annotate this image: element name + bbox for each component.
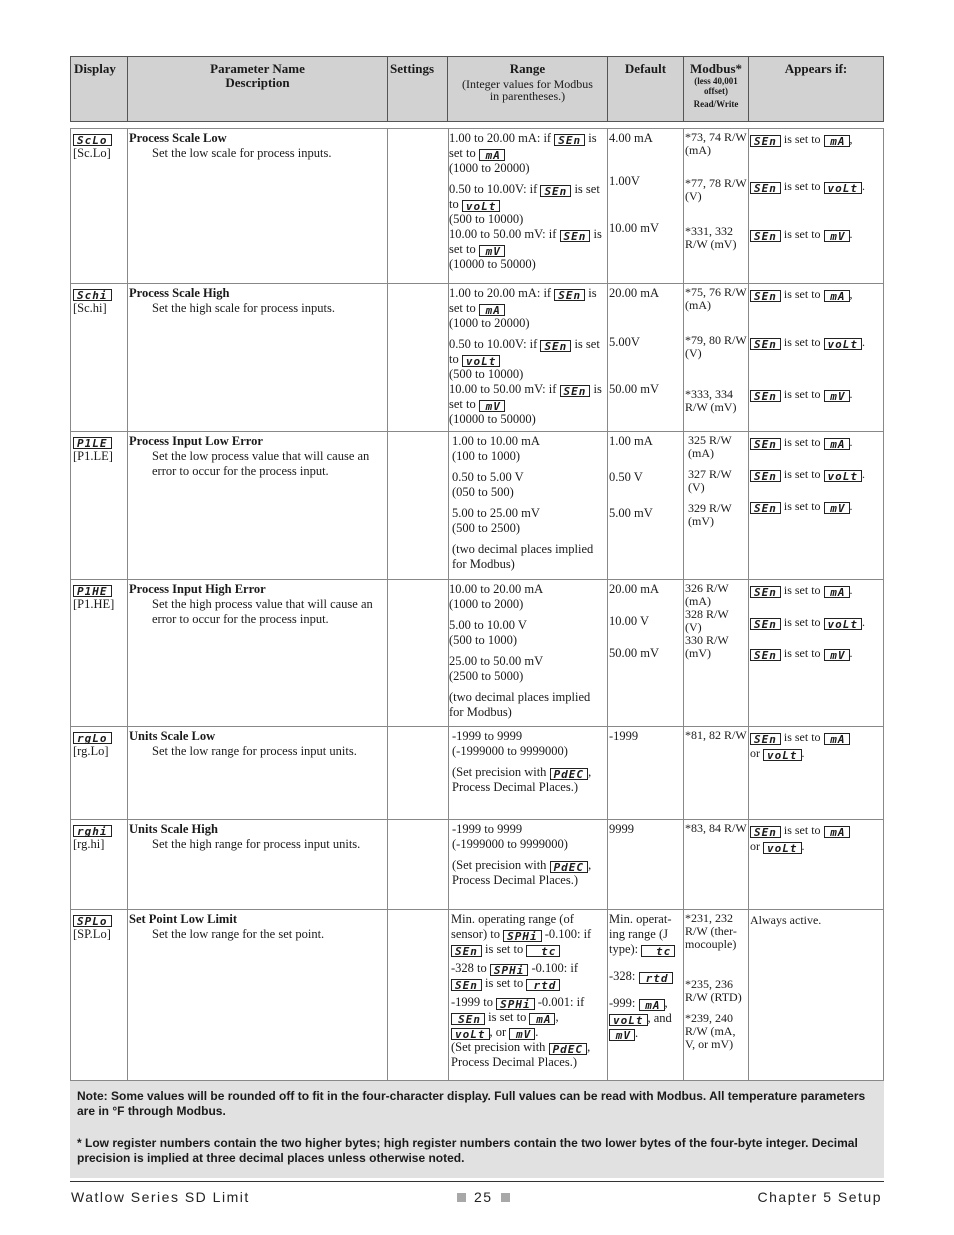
- pdec-icon: PdEC: [550, 768, 589, 780]
- sen-icon: SEn: [750, 733, 781, 745]
- sphi-icon: SPHi: [503, 930, 542, 942]
- table-row: SPLo [SP.Lo] Set Point Low Limit Set the low range for the set point. Min. operating range (of sensor) to SPHi -0.100: if SEn is set to tc -328 to SPHi -0.100: if SEn is set to rtd -1999 to SPHi -0.001: if SEn is set to mA , voLt , or mV . (Set precision with PdEC , Process Decimal Places.) Min. operat- ing range (J type): tc -328: rtd -999: mA , voLt , and mV . *231, 232 R/W (ther-mocouple) *235, 236 R/W (RTD) *239, 240 R/W (mA, V, or mV) Always active.: [73, 911, 822, 1069]
- ma-icon: mA: [479, 149, 505, 161]
- rtd-icon: rtd: [639, 972, 673, 984]
- sen-icon: SEn: [750, 470, 781, 482]
- sen-icon: SEn: [750, 338, 781, 350]
- sphi-icon: SPHi: [496, 998, 535, 1010]
- sen-icon: SEn: [560, 230, 591, 242]
- pdec-icon: PdEC: [549, 1043, 588, 1055]
- header-parameter: Parameter Name Description: [128, 57, 388, 121]
- footer-divider: [70, 1181, 884, 1182]
- parameter-table: [70, 128, 884, 1081]
- footnote-box: [70, 1081, 884, 1178]
- table-row: P1LE [P1.LE] Process Input Low Error Set the low process value that will cause an error to occur for the process input. 1.00 to 10.00 mA (100 to 1000) 0.50 to 5.00 V (050 to 500) 5.00 to 25.00 mV (500 to 2500) (two decimal places implied for Modbus) 1.00 mA 0.50 V 5.00 mV 325 R/W (mA) 327 R/W (V) 329 R/W (mV) SEn is set to mA . SEn is set to voLt . SEn is set to mV .: [71, 432, 883, 580]
- table-header: [70, 56, 884, 122]
- mv-icon: mV: [824, 502, 850, 514]
- ma-icon: mA: [824, 290, 850, 302]
- sen-icon: SEn: [451, 945, 482, 957]
- mv-icon: mV: [479, 245, 505, 257]
- volt-icon: voLt: [763, 749, 802, 761]
- volt-icon: voLt: [824, 618, 863, 630]
- header-range: Range (Integer values for Modbus in parentheses.): [448, 57, 608, 121]
- volt-icon: voLt: [763, 842, 802, 854]
- ma-icon: mA: [529, 1013, 555, 1025]
- sen-icon: SEn: [750, 586, 781, 598]
- sen-icon: SEn: [750, 135, 781, 147]
- sen-icon: SEn: [750, 649, 781, 661]
- volt-icon: voLt: [462, 355, 501, 367]
- header-default: Default: [608, 57, 684, 121]
- sen-icon: SEn: [451, 979, 482, 991]
- display-code-icon: rgLo: [73, 732, 112, 744]
- table-row: Schi [Sc.hi] Process Scale High Set the high scale for process inputs. 1.00 to 20.00 mA: if SEn is set to mA (1000 to 20000) 0.50 to 10.00V: if SEn is set to voLt (500 to 10000) 10.00 to 50.00 mV: if SEn is set to mV (10000 to 50000) 20.00 mA 5.00V 50.00 mV *75, 76 R/W (mA) *79, 80 R/W (V) *333, 334 R/W (mV) SEn is set to mA , SEn is set to voLt . SEn is set to mV .: [71, 284, 883, 432]
- mv-icon: mV: [824, 649, 850, 661]
- volt-icon: voLt: [451, 1028, 490, 1040]
- table-row: rghi [rg.hi] Units Scale High Set the high range for process input units. -1999 to 9999 (-1999000 to 9999000) (Set precision with PdEC , Process Decimal Places.) 9999 *83, 84 R/W SEn is set to mA or voLt .: [71, 820, 883, 910]
- sphi-icon: SPHi: [490, 964, 529, 976]
- tc-icon: tc: [641, 945, 675, 957]
- footer-chapter: Chapter 5 Setup: [757, 1189, 882, 1205]
- display-code-icon: P1LE: [73, 437, 112, 449]
- page-number: 25: [449, 1189, 518, 1205]
- display-code-icon: SPLo: [73, 915, 112, 927]
- mv-icon: mV: [509, 1028, 535, 1040]
- table-row: rgLo [rg.Lo] Units Scale Low Set the low range for process input units. -1999 to 9999 (-1999000 to 9999000) (Set precision with PdEC , Process Decimal Places.) -1999 *81, 82 R/W SEn is set to mA or voLt .: [71, 727, 883, 820]
- volt-icon: voLt: [609, 1014, 648, 1026]
- display-code-icon: rghi: [73, 825, 112, 837]
- ma-icon: mA: [824, 438, 850, 450]
- rtd-icon: rtd: [526, 979, 560, 991]
- sen-icon: SEn: [750, 502, 781, 514]
- header-appears: Appears if:: [784, 61, 848, 76]
- mv-icon: mV: [824, 390, 850, 402]
- display-code-icon: P1HE: [73, 585, 112, 597]
- table-row: P1HE [P1.HE] Process Input High Error Set the high process value that will cause an error to occur for the process input. 10.00 to 20.00 mA (1000 to 2000) 5.00 to 10.00 V (500 to 1000) 25.00 to 50.00 mV (2500 to 5000) (two decimal places implied for Modbus) 20.00 mA 10.00 V 50.00 mV 326 R/W (mA) 328 R/W (V) 330 R/W (mV) SEn is set to mA . SEn is set to voLt . SEn is set to mV .: [71, 580, 883, 727]
- sen-icon: SEn: [540, 340, 571, 352]
- volt-icon: voLt: [824, 338, 863, 350]
- header-modbus: Modbus* (less 40,001 offset) Read/Write: [684, 57, 749, 121]
- header-display: Display: [71, 57, 128, 121]
- sen-icon: SEn: [750, 182, 781, 194]
- note-text: Note: Some values will be rounded off to fit in the four-character display. Full values can be read with Modbus. All temperature parameters are in °F through Modbus.: [77, 1089, 866, 1118]
- sen-icon: SEn: [554, 289, 585, 301]
- sen-icon: SEn: [750, 230, 781, 242]
- footnote-text: * Low register numbers contain the two higher bytes; high register numbers contain the two lower bytes of the four-byte integer. Decimal precision is implied at three decimal places unless otherwise noted.: [77, 1136, 858, 1165]
- display-code-icon: Schi: [73, 289, 112, 301]
- volt-icon: voLt: [462, 200, 501, 212]
- ma-icon: mA: [824, 586, 850, 598]
- sen-icon: SEn: [554, 134, 585, 146]
- header-settings: Settings: [388, 57, 448, 121]
- table-row: ScLo [Sc.Lo] Process Scale Low Set the low scale for process inputs. 1.00 to 20.00 mA: if SEn is set to mA (1000 to 20000) 0.50 to 10.00V: if SEn is set to voLt (500 to 10000) 10.00 to 50.00 mV: if SEn is set to mV (10000 to 50000) 4.00 mA 1.00V 10.00 mV *73, 74 R/W (mA) *77, 78 R/W (V) *331, 332 R/W (mV) SEn is set to mA , SEn is set to voLt . SEn is set to mV .: [71, 129, 883, 284]
- sen-icon: SEn: [750, 826, 781, 838]
- display-code-icon: ScLo: [73, 134, 112, 146]
- sen-icon: SEn: [750, 390, 781, 402]
- mv-icon: mV: [479, 400, 505, 412]
- sen-icon: SEn: [750, 618, 781, 630]
- ma-icon: mA: [824, 733, 850, 745]
- sen-icon: SEn: [750, 290, 781, 302]
- ma-icon: mA: [824, 826, 850, 838]
- pdec-icon: PdEC: [550, 861, 589, 873]
- sen-icon: SEn: [750, 438, 781, 450]
- sen-icon: SEn: [540, 185, 571, 197]
- volt-icon: voLt: [824, 470, 863, 482]
- ma-icon: mA: [639, 999, 665, 1011]
- footer-title: Watlow Series SD Limit: [71, 1189, 250, 1205]
- sen-icon: SEn: [560, 385, 591, 397]
- mv-icon: mV: [609, 1029, 635, 1041]
- ma-icon: mA: [479, 304, 505, 316]
- square-bullet-icon: [457, 1193, 466, 1202]
- volt-icon: voLt: [824, 182, 863, 194]
- square-bullet-icon: [501, 1193, 510, 1202]
- sen-icon: SEn: [451, 1013, 485, 1025]
- tc-icon: tc: [526, 945, 560, 957]
- ma-icon: mA: [824, 135, 850, 147]
- mv-icon: mV: [824, 230, 850, 242]
